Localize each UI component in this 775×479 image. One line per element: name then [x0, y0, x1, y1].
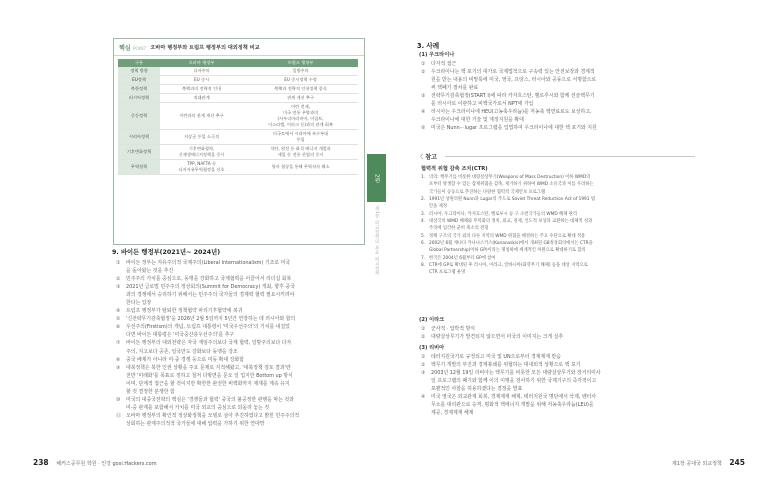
footer-chapter: 제1장 공대국 외교정책 [671, 461, 722, 467]
list-item [419, 361, 681, 369]
row-label-cell: 무역정책 [118, 160, 160, 175]
list-item [421, 218, 689, 233]
item-text: 중국 배제가 아니라 미·중 경쟁 등으로 미동 확대 강화함 [126, 356, 244, 363]
item-number: ② [421, 362, 426, 368]
list-item [112, 283, 364, 307]
row-label-cell: EU정책 [118, 76, 160, 85]
item-number: 2. [421, 197, 426, 203]
table-cell: 북핵과의 전략적 인내 [160, 85, 243, 94]
table-row [118, 76, 358, 85]
item-number: 8. [421, 263, 426, 269]
item-text: '신전략무기감축협정'을 2026년 2월 5일까지 5년간 연장하는 데 러시아와 합의 [126, 316, 296, 323]
list-item [112, 323, 364, 339]
table-cell: EU 중시 [160, 76, 243, 85]
list-item [112, 356, 364, 364]
table-cell: 다자주의 [160, 67, 243, 76]
table-cell: 적대관계 [160, 94, 243, 103]
left-page [0, 0, 380, 479]
list-item [419, 393, 681, 417]
list-item [112, 315, 364, 323]
list-item [421, 196, 689, 211]
item-number: 7. [421, 255, 426, 261]
item-number: ③ [116, 284, 121, 291]
item-text: 대상국의 WMD 해체와 무력화의 정치, 외교, 경제, 인도적 보상과 교환하는 대체적 성과 주의에 입각한 군비 축소의 전형 [429, 219, 593, 232]
item-number: ③ [421, 370, 426, 376]
footer-right [672, 458, 745, 467]
page-number: 238 [33, 458, 49, 467]
list-item [112, 364, 364, 396]
table-row [118, 94, 358, 103]
table-cell: 석탄, 원전 등 화석 에너지 개발과 셰일 등 전통 산업의 중시 [243, 145, 358, 160]
item-number: 1. [421, 175, 426, 180]
item-text: 바이든 정부는 자유주의적 국제주의(Liberal Internationalism) 기조로 미국 을 돌아왔는 것을 추진 [126, 260, 291, 275]
item-text: 미국의 대중국전략의 핵심은 '경쟁들과 협력' 중국의 불공정한 관행을 막는 것과 미·중 관계를 포함해서 가치를 미국 외교의 중심으로 되돌려 놓는 것 [126, 396, 294, 411]
page-number: 245 [729, 458, 745, 467]
table-row [118, 103, 358, 130]
side-chapter-text: 제1장 외교정책의 목표 외교정책 [374, 206, 379, 276]
reference-title: 협력적 위협 감축 조치(CTR) [421, 166, 488, 172]
item-text: 미국 영국은 외교관계 회복, 경제제재 해제, 테러지원국 명단에서 삭제, 벤터사 무소를 대리관으로 승격, 평화적 핵에너지 개발을 위해 저농축우라늄(LEU)을 제공, 경제제재 해제 [431, 394, 597, 416]
item-text: 1991년 상원의원 Nunn과 Lugar의 주도로 Soviet Threat Reduction Act of 1991 법 안을 제정 [429, 197, 596, 210]
item-text: 바이든 행정부의 대외전략은 자국 재임주의보다 국제 협력, 일방주의보다 다자 주의, 지고보다 공존, 일국만도 강화보다 동맹을 강조 [126, 340, 292, 355]
table-cell: 기후변화협약, 신재생에너지정책을 중시 [160, 145, 243, 160]
item-number: ⑩ [116, 396, 121, 403]
reference-list [421, 174, 689, 277]
item-text: 테러지원국가로 규정되고 미국 및 UN으로부터 경제제재 받음 [431, 354, 561, 360]
list-item [421, 211, 689, 218]
item-text: 대량살상무기가 발견되지 않으면서 미국의 이미지는 크게 실추 [431, 334, 564, 340]
list-item [421, 255, 689, 262]
section-title: 3. 사례 [417, 42, 440, 50]
libya-list [419, 353, 681, 417]
item-number: ⑪ [116, 412, 121, 419]
list-item [419, 369, 681, 393]
list-item [419, 68, 681, 92]
list-item [419, 92, 681, 108]
list-item [421, 240, 689, 255]
row-label-cell: 러시아정책 [118, 94, 160, 103]
item-text: 한국은 2004년 6월부터 GP에 참여 [429, 255, 496, 261]
item-number: ⑦ [116, 340, 121, 347]
comparison-box-header [114, 39, 364, 56]
table-cell: 북핵과 전략적 인내정책 종식 [243, 85, 358, 94]
item-number: ⑥ [116, 324, 121, 331]
item-text: 핵무기 개발의 부진과 경제봉쇄를 위협하는 대내외적 상황으로 핵 포기 [431, 362, 581, 368]
item-number: 3. [421, 211, 426, 217]
item-text: 러시아는 우크라이나에 HEU(고농축우라늄)를 저농축 핵연료로도 보상하고, 우크라이나에 대한 기술 및 재정지원을 확대 [431, 109, 592, 123]
header-cell: 오바마 행정부 [160, 59, 243, 67]
right-page [386, 0, 775, 479]
table-row [118, 67, 358, 76]
item-number: ⑤ [116, 316, 121, 323]
list-item [112, 396, 364, 412]
item-number: ⑧ [116, 356, 121, 363]
item-number: ④ [421, 394, 426, 400]
table-row [118, 130, 358, 145]
table-row [118, 85, 358, 94]
item-number: ② [116, 276, 121, 283]
item-number: ③ [421, 93, 426, 99]
item-text: 러시아, 우크라이나, 카자흐스탄, 벨로루시 등 구 소련국가들의 WMD 해체 관리 [429, 211, 578, 217]
biden-items-list [112, 259, 364, 428]
header-cell: 구분 [118, 59, 160, 67]
item-number: ⑨ [116, 364, 121, 371]
list-item [421, 262, 689, 277]
table-cell: 지상군 투입 소극적 [160, 130, 243, 145]
list-item [419, 333, 681, 341]
item-text: 대북정책은 북한 인권 상황을 주요 문제로 지적해왔고, '대북정책 검토 결과'란 전반 '미래화'를 목표로 정하고 철저 다방면을 문오 일 업지만 Bottom up 방식 이며, 단계적 접근을 할 것이지만 확한한 완전한 비핵화까지 제재를 계속 유지 할 것 결정한 분쟁한 함 [126, 364, 293, 395]
table-cell: TPP, NAFTA 등 다자자유무역협정을 선호 [160, 160, 243, 175]
subsection-title: (3) 리비아 [419, 345, 445, 351]
item-number: ① [421, 61, 426, 67]
item-number: ⑤ [421, 125, 426, 131]
chapter-side-tab[interactable]: 2편 [367, 154, 386, 202]
footer-left [33, 458, 157, 467]
list-item [112, 259, 364, 275]
list-item [419, 353, 681, 361]
item-text: 오바마 행정부의 확인적 정상화정책을 모델로 삼아 추진하였다고 밝힌 민주주의적 상회하는 관계주의적적 국가들에 대해 압력을 가하기 위한 연대망 [126, 412, 300, 427]
comparison-title: 오바마 행정부와 트럼프 행정부의 대외정책 비교 [150, 44, 260, 51]
reference-box [417, 152, 697, 312]
iraq-list [419, 325, 681, 341]
item-text: 의의: 핵무기를 비롯한 대량살상무기(Weapons of Mass Destruction) 이하 WMD의 포부터 방생할 수 있는 잠재위협을 감축, 제거하기 위하여 WMD 소유국과 이를 우려하는 국가들이 공동으로 추진하는 다양한 협력적 국제안보 프로그램 [429, 175, 594, 195]
footer-text: 해커스공무원 학원 · 인강 gosi.Hackers.com [56, 461, 157, 467]
comparison-box [113, 38, 365, 245]
table-cell: 이란 견제, 미국 전통 우방과의 (사우디아라비아, 이집트, 이스라엘, 이라크 등)과의 관계 회복 [243, 103, 358, 130]
comparison-table [118, 59, 358, 175]
point-tag: 핵심 POINT [119, 44, 147, 52]
list-item [112, 307, 364, 315]
item-number: ④ [116, 308, 121, 315]
list-item [112, 412, 364, 428]
list-item [421, 233, 689, 240]
table-row [118, 160, 358, 175]
item-number: 5. [421, 233, 426, 239]
row-label-cell: 중동정책 [118, 103, 160, 130]
table-cell: 일방주의 [243, 67, 358, 76]
table-row [118, 145, 358, 160]
item-text: CTR에 GP로 확대된 후 러시아, 이라크, 알바니아(화학무기 해체) 등을 대상 지역으로 CTR 프로그램 운영 [429, 263, 588, 276]
ukraine-list [419, 60, 681, 132]
item-number: ④ [421, 109, 426, 115]
table-cell: EU 중시정책 수정 [243, 76, 358, 85]
item-text: 우크라이나는 핵 포기의 대가로 국제법적으로 구속력 있는 안전보장과 경제적 원을 받는 내용의 비망록에 미국, 영국, 프랑스, 러시아와 공동으로 서명함으로 써 핵폐기 절차를 완료 [431, 69, 597, 91]
list-item [419, 325, 681, 333]
row-label-cell: 북한정책 [118, 85, 160, 94]
item-text: 군사적 · 압박적 방식 [431, 326, 476, 332]
item-number: 4. [421, 219, 426, 225]
item-number: ② [421, 69, 426, 75]
item-number: ① [421, 326, 426, 332]
list-item [419, 60, 681, 68]
item-text: 미국은 Nunn－lugar 프로그램을 입법하여 우크라이나에 대한 핵 포기와 지원 [431, 125, 597, 131]
item-text: 민주주의 가치를 중심으로, 동맹을 강화하고 국제협력을 이끌어서 리더십 회복 [126, 276, 292, 283]
header-cell: 트럼프 행정부 [243, 59, 358, 67]
list-item [112, 275, 364, 283]
list-item [112, 339, 364, 355]
item-number: ② [421, 334, 426, 340]
table-cell: 미국토에서 시리아에 특수부대 투입 [243, 130, 358, 145]
divider [445, 156, 695, 157]
table-cell: 이란과의 관계 개선 추구 [160, 103, 243, 130]
item-number: ① [421, 354, 426, 360]
section-title: 9. 바이든 행정부(2021년~ 2024년) [112, 249, 221, 256]
row-label-cell: 시리아정책 [118, 130, 160, 145]
reference-label: 〈 참고 [417, 154, 438, 161]
item-number: 6. [421, 241, 426, 247]
item-text: 다자적 접근 [431, 61, 457, 67]
list-item [419, 124, 681, 132]
table-header-row [118, 59, 358, 67]
item-text: 우선주의(Firstism)의 개념, 트럼프 대통령이 '미국우선주의'의 기치를 내걸었 다면 바이든 대통령은 '미국중산층우선주의'를 추구 [126, 324, 290, 339]
list-item [419, 108, 681, 124]
item-text: 정책 구조의 국가 외의 다른 지역의 WMD 위협을 해결하는 주요 수단으로 확대 적용 [429, 233, 586, 239]
item-text: 전략무기감축협정(START I)에 따라 카자흐스탄, 벨로루시와 함께 전술핵무기 를 러시아로 이관하고 비핵국가로서 NPT에 가입 [431, 93, 595, 107]
item-text: 2002년 6월 캐나다 카나나스키스(Kananaskis)에서 개최된 G8정상회의에서는 CTR을 Global Partnership(이하 GP)이라는 명칭하에 세계적인 차원으로 확대하기로 합의 [429, 241, 593, 254]
subsection-title: (2) 이라크 [419, 317, 445, 323]
table-cell: 양자 협상을 통해 무역적자 해소 [243, 160, 358, 175]
item-text: 2021년 글로벌 민주주의 정상회의(Summit for Democracy) 개최, 향후 중국 과의 경쟁에서 승리하기 위해서는 민주주의 국가들의 경제력 협력 필요시키려야 한다는 입장 [126, 284, 295, 307]
subsection-title: (1) 우크라이나 [419, 52, 455, 58]
list-item [421, 174, 689, 196]
table-cell: 관계 개선 추구 [243, 94, 358, 103]
item-number: ① [116, 260, 121, 266]
item-text: 트럼프 행정부가 탈퇴한 정책협약 파리기후협약에 복귀 [126, 308, 243, 315]
item-text: 2003년 12월 19일 리비아는 핵무기를 비롯한 모든 대량살상무기와 장거리미사 일 프로그램의 폐기와 함께 이의 이행을 검사하기 위한 국제기구의 즉각적이고 포괄적인 사찰을 허용하겠다는 결정을 발표 [431, 370, 601, 392]
row-label-cell: 기후변화정책 [118, 145, 160, 160]
row-label-cell: 정책 방향 [118, 67, 160, 76]
